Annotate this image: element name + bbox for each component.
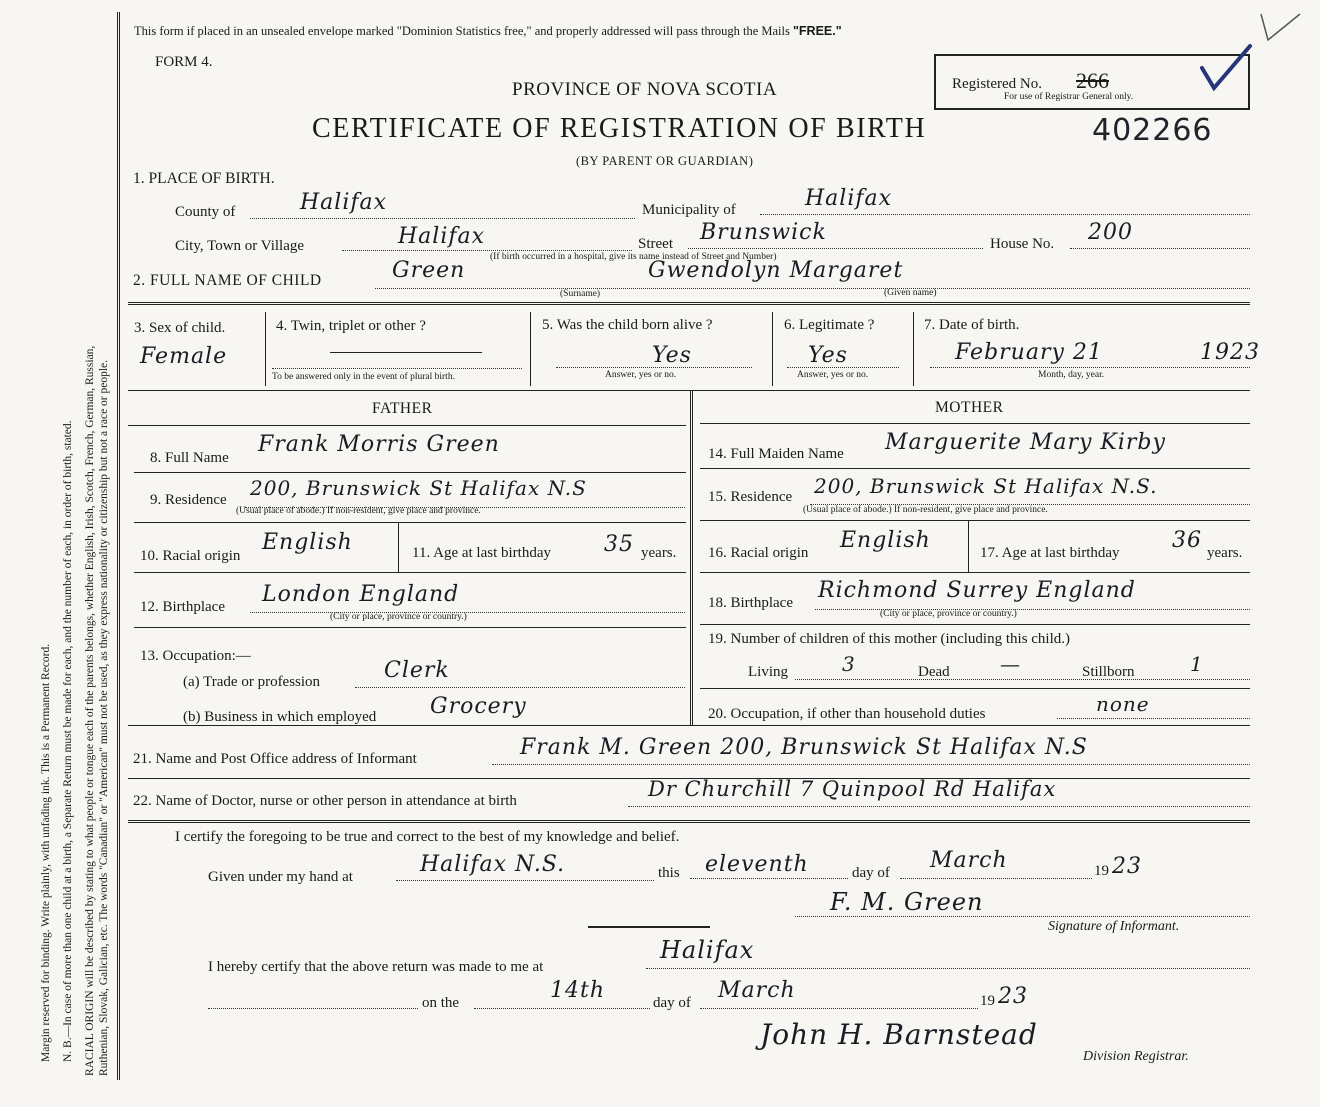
registrar-date-line-start (208, 1008, 418, 1009)
father-age-unit: years. (641, 545, 677, 561)
margin-border (117, 12, 120, 1080)
place-of-birth-label: 1. PLACE OF BIRTH. (133, 170, 275, 187)
father-age-label: 11. Age at last birthday (412, 545, 551, 561)
row-divider-4 (913, 312, 914, 386)
living-value: 3 (842, 652, 856, 676)
row-divider-1 (265, 312, 266, 386)
informant-label: 21. Name and Post Office address of Informant (133, 751, 417, 767)
house-number-label: House No. (990, 236, 1055, 252)
given-place-value: Halifax N.S. (420, 852, 566, 877)
mother-race-label: 16. Racial origin (708, 545, 809, 561)
mother-name-label: 14. Full Maiden Name (708, 446, 844, 462)
registrar-month-line (700, 1008, 978, 1009)
father-birthplace-label: 12. Birthplace (140, 599, 225, 615)
sex-label: 3. Sex of child. (134, 320, 226, 336)
father-occupation-label: 13. Occupation:— (140, 648, 251, 664)
given-year-value: 23 (1112, 854, 1142, 879)
mother-residence-value: 200, Brunswick St Halifax N.S. (814, 474, 1158, 498)
document-subtitle: (BY PARENT OR GUARDIAN) (576, 154, 754, 168)
informant-line (492, 764, 1250, 765)
on-the-label: on the (422, 995, 460, 1011)
tick-mark-icon (1258, 10, 1304, 44)
father-trade-value: Clerk (384, 658, 450, 683)
section-divider (128, 725, 1250, 726)
born-alive-line (556, 367, 752, 368)
stillborn-value: 1 (1190, 652, 1204, 676)
street-value: Brunswick (700, 220, 827, 245)
county-label: County of (175, 204, 236, 220)
registrar-signature-label: Division Registrar. (1083, 1049, 1189, 1064)
informant-value: Frank M. Green 200, Brunswick St Halifax N.S (520, 735, 1088, 760)
twin-note: To be answered only in the event of plural birth. (272, 372, 455, 382)
father-trade-label: (a) Trade or profession (183, 674, 321, 690)
father-birthplace-note: (City or place, province or country.) (330, 612, 467, 622)
father-birthplace-value: London England (262, 582, 460, 607)
registrar-year-value: 23 (998, 984, 1028, 1009)
mail-notice: This form if placed in an unsealed envelope marked "Dominion Statistics free," and properly addressed will pass through the Mails "FREE." (134, 24, 842, 38)
born-alive-value: Yes (652, 343, 692, 368)
mother-age-value: 36 (1172, 528, 1202, 553)
house-number-line (1070, 248, 1250, 249)
father-birthplace-line (250, 612, 685, 613)
registrar-day-of-label: day of (653, 995, 691, 1011)
county-line (250, 218, 635, 219)
given-day-value: eleventh (705, 852, 809, 877)
mother-row-line (700, 624, 1250, 625)
registrar-place-value: Halifax (660, 936, 755, 964)
child-given-value: Gwendolyn Margaret (648, 258, 904, 283)
mother-heading-line (700, 423, 1250, 424)
margin-note-multiple-births: N. B.—In case of more than one child at a birth, a Separate Return must be made for each, and the number of each, in order of birth, stated. (62, 420, 74, 1062)
born-alive-label: 5. Was the child born alive ? (542, 317, 713, 333)
check-mark-icon (1196, 40, 1256, 95)
child-name-label: 2. FULL NAME OF CHILD (133, 272, 322, 289)
mother-occupation-value: none (1096, 692, 1150, 716)
given-month-line (900, 878, 1092, 879)
children-count-line (795, 679, 1250, 680)
legitimate-label: 6. Legitimate ? (784, 317, 875, 333)
dead-label: Dead (918, 664, 950, 680)
mother-name-value: Marguerite Mary Kirby (885, 430, 1166, 455)
given-under-label: Given under my hand at (208, 869, 353, 885)
given-day-of-label: day of (852, 865, 890, 881)
father-race-label: 10. Racial origin (140, 548, 241, 564)
doctor-value: Dr Churchill 7 Quinpool Rd Halifax (648, 777, 1057, 801)
margin-note-racial-origin: RACIAL ORIGIN will be described by stating to what people or tongue each of the parents belongs, whether English, Irish, Scotch, French, German, Russian, (84, 345, 96, 1076)
mother-children-label: 19. Number of children of this mother (including this child.) (708, 631, 1071, 647)
city-value: Halifax (398, 224, 486, 249)
born-alive-note: Answer, yes or no. (605, 370, 677, 380)
twin-answer-line (330, 352, 482, 353)
registered-label: Registered No. (952, 76, 1042, 92)
registrar-month-value: March (718, 978, 796, 1003)
twin-dotted-line (272, 368, 522, 369)
father-business-value: Grocery (430, 694, 527, 719)
given-day-line (690, 878, 848, 879)
date-of-birth-note: Month, day, year. (1038, 370, 1105, 380)
mother-birthplace-note: (City or place, province or country.) (880, 609, 1017, 619)
father-trade-line (355, 687, 685, 688)
registrar-signature: John H. Barnstead (760, 1018, 1038, 1051)
margin-note-nationality: Ruthenian, Slovak, Galician, etc. The words "Canadian" or "American" must not be used, as they express nationality or citizenship but not a race or people. (98, 359, 110, 1076)
registered-value: 266 (1076, 68, 1109, 93)
father-name-value: Frank Morris Green (258, 432, 500, 457)
father-row-line (134, 472, 686, 473)
date-of-birth-year: 1923 (1200, 340, 1260, 365)
registrar-year-prefix: 19 (980, 993, 995, 1009)
informant-signature-line (795, 916, 1250, 917)
street-note: (If birth occurred in a hospital, give its name instead of Street and Number) (490, 252, 777, 262)
this-label: this (658, 865, 680, 881)
province-heading: PROVINCE OF NOVA SCOTIA (512, 79, 778, 100)
sex-value: Female (140, 344, 228, 369)
house-number-value: 200 (1088, 220, 1133, 245)
surname-note: (Surname) (560, 289, 601, 299)
mother-birthplace-value: Richmond Surrey England (818, 578, 1136, 603)
county-value: Halifax (300, 190, 388, 215)
given-place-line (396, 880, 654, 881)
mother-race-value: English (840, 528, 931, 553)
legitimate-line (787, 367, 899, 368)
mother-heading: MOTHER (935, 399, 1004, 416)
living-label: Living (748, 664, 788, 680)
certification-divider (588, 926, 710, 928)
given-month-value: March (930, 848, 1008, 873)
given-year-prefix: 19 (1094, 863, 1109, 879)
mother-row-line (700, 688, 1250, 689)
mother-row-line (700, 468, 1250, 469)
father-race-value: English (262, 530, 353, 555)
child-name-line (375, 288, 1250, 289)
section-divider (128, 820, 1250, 823)
mother-birthplace-label: 18. Birthplace (708, 595, 793, 611)
mother-age-label: 17. Age at last birthday (980, 545, 1120, 561)
section-divider (128, 302, 1250, 305)
municipality-line (760, 214, 1250, 215)
document-title: CERTIFICATE OF REGISTRATION OF BIRTH (312, 113, 927, 144)
mother-row-line (700, 572, 1250, 573)
father-heading: FATHER (372, 400, 433, 417)
father-residence-label: 9. Residence (150, 492, 227, 508)
city-line (342, 250, 632, 251)
father-heading-line (128, 425, 686, 426)
mother-occupation-line (1057, 718, 1250, 719)
certificate-number: 402266 (1092, 113, 1213, 148)
mother-age-divider (968, 520, 969, 572)
city-label: City, Town or Village (175, 238, 305, 254)
child-surname-value: Green (392, 258, 466, 283)
municipality-label: Municipality of (642, 202, 736, 218)
legitimate-note: Answer, yes or no. (797, 370, 869, 380)
mother-row-line (700, 520, 1250, 521)
informant-signature-label: Signature of Informant. (1048, 919, 1180, 934)
registrar-day-value: 14th (550, 978, 606, 1003)
date-of-birth-line (930, 367, 1250, 368)
registrar-statement: I hereby certify that the above return was made to me at (208, 959, 544, 975)
father-row-line (134, 522, 686, 523)
stillborn-label: Stillborn (1082, 664, 1135, 680)
father-residence-value: 200, Brunswick St Halifax N.S (250, 476, 587, 500)
mother-residence-label: 15. Residence (708, 489, 793, 505)
row-divider-3 (772, 312, 773, 386)
municipality-value: Halifax (805, 186, 893, 211)
registrar-place-line (646, 968, 1250, 969)
father-row-line (134, 627, 686, 628)
father-residence-note: (Usual place of abode.) If non-resident, give place and province. (236, 506, 481, 516)
mother-residence-note: (Usual place of abode.) If non-resident, give place and province. (803, 505, 1048, 515)
section-divider (128, 390, 1250, 391)
twin-label: 4. Twin, triplet or other ? (276, 318, 426, 334)
father-age-divider (398, 522, 399, 572)
registrar-day-line (474, 1008, 650, 1009)
father-name-label: 8. Full Name (150, 450, 229, 466)
date-of-birth-value: February 21 (955, 340, 1103, 365)
father-age-value: 35 (604, 532, 634, 557)
given-name-note: (Given name) (884, 288, 937, 298)
doctor-label: 22. Name of Doctor, nurse or other person in attendance at birth (133, 793, 517, 809)
street-line (688, 248, 983, 249)
informant-signature: F. M. Green (830, 888, 984, 916)
legitimate-value: Yes (808, 343, 848, 368)
mother-age-unit: years. (1207, 545, 1243, 561)
registrar-note: For use of Registrar General only. (1004, 92, 1134, 102)
certify-statement: I certify the foregoing to be true and correct to the best of my knowledge and belief. (175, 829, 680, 845)
date-of-birth-label: 7. Date of birth. (924, 317, 1020, 333)
street-label: Street (638, 236, 673, 252)
margin-note-binding: Margin reserved for binding. Write plainly, with unfading ink. This is a Permanent Record. (40, 643, 52, 1062)
father-row-line (134, 572, 686, 573)
mother-occupation-label: 20. Occupation, if other than household duties (708, 706, 986, 722)
doctor-line (628, 806, 1250, 807)
parents-divider (690, 390, 693, 725)
row-divider-2 (530, 312, 531, 386)
form-number: FORM 4. (155, 54, 213, 70)
dead-value: — (1000, 652, 1021, 676)
father-business-label: (b) Business in which employed (183, 709, 377, 725)
